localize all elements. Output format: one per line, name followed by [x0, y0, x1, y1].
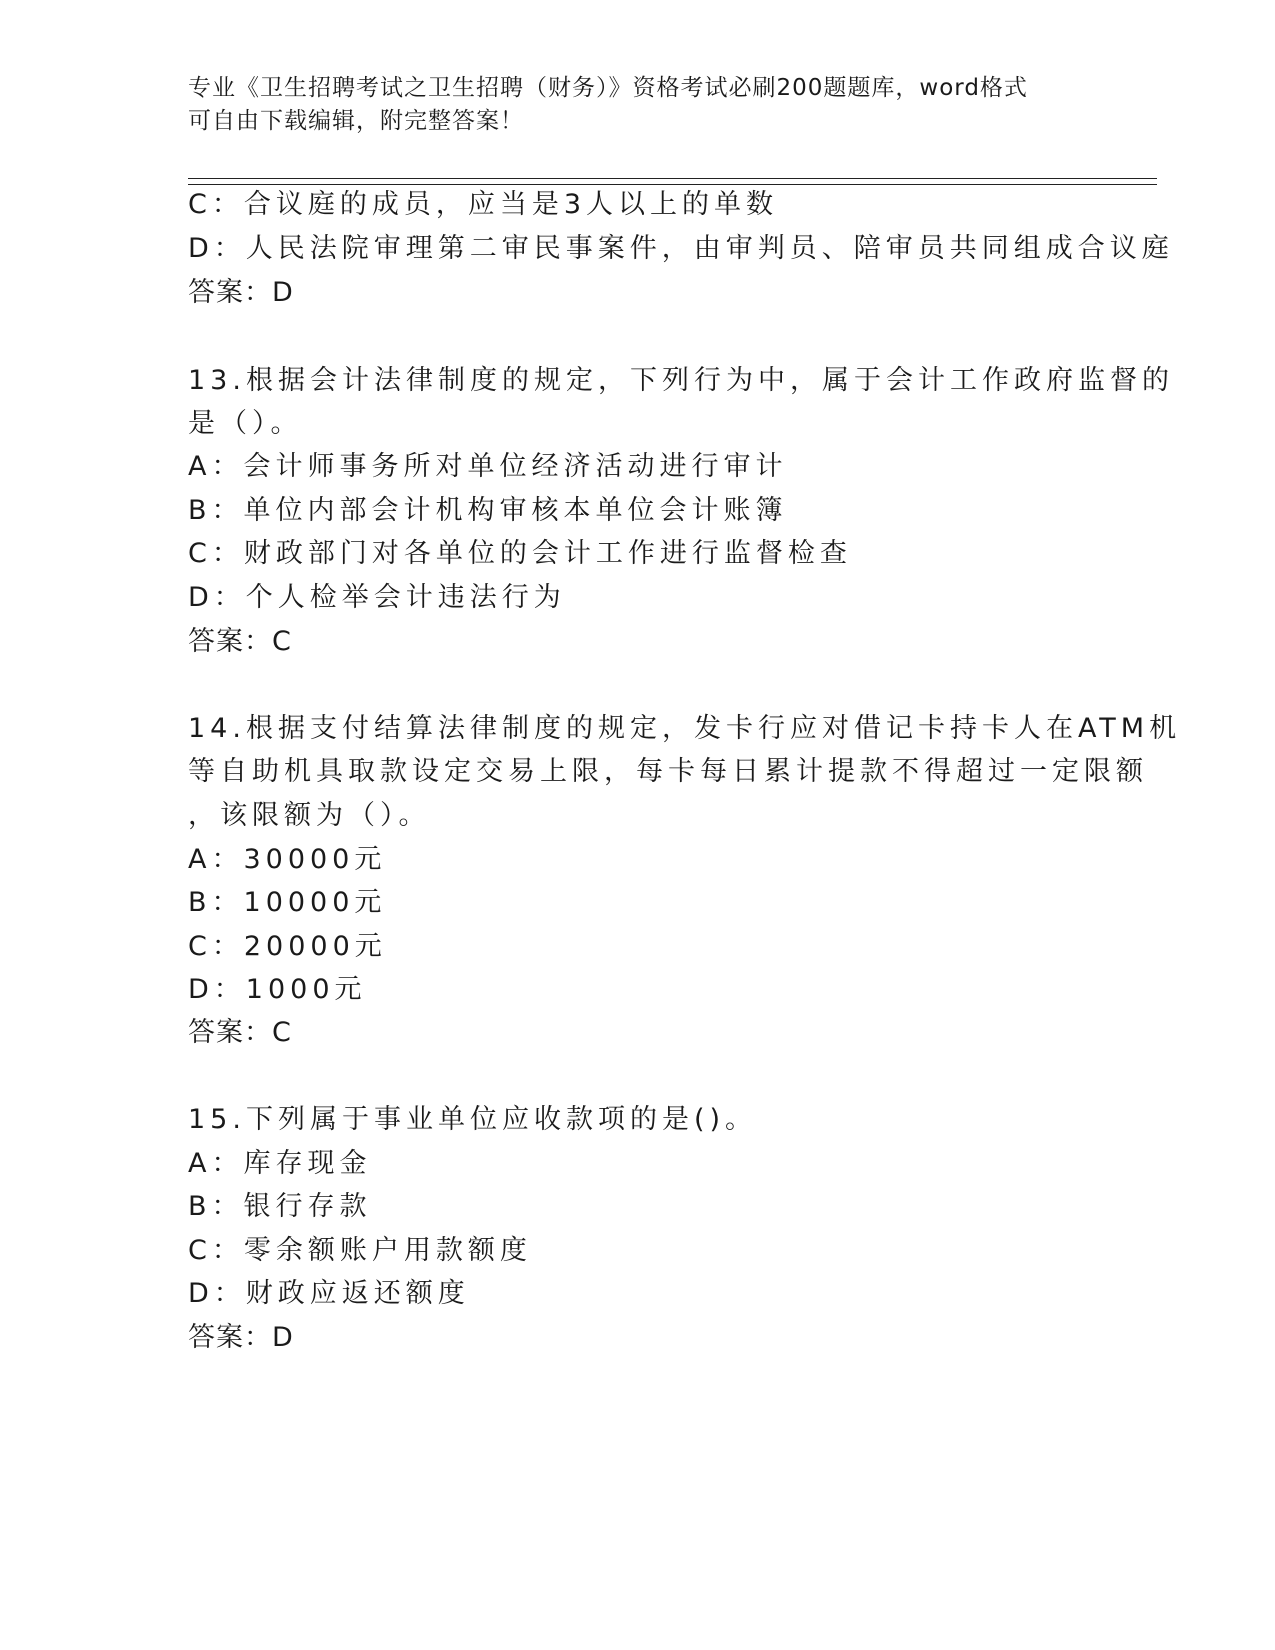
- q14-option-c: C：20000元: [188, 931, 387, 962]
- header-line-2: 可自由下载编辑，附完整答案！: [188, 108, 524, 134]
- q15-stem-line-1: 15.下列属于事业单位应收款项的是()。: [188, 1104, 758, 1135]
- q13-answer: 答案：C: [188, 626, 292, 657]
- q12-option-c: C：合议庭的成员，应当是3人以上的单数: [188, 189, 779, 220]
- q15-option-b: B：银行存款: [188, 1191, 372, 1222]
- q15-option-c: C：零余额账户用款额度: [188, 1235, 532, 1266]
- q13-stem-line-2: 是（）。: [188, 408, 303, 439]
- q13-option-c: C：财政部门对各单位的会计工作进行监督检查: [188, 538, 852, 569]
- page-header: [188, 72, 1088, 138]
- header-divider-bottom: [188, 184, 1157, 185]
- q14-stem-line-3: ，该限额为（）。: [188, 800, 431, 831]
- q15-option-d: D：财政应返还额度: [188, 1278, 470, 1309]
- q13-option-b: B：单位内部会计机构审核本单位会计账簿: [188, 495, 788, 526]
- q13-stem-line-1: 13.根据会计法律制度的规定，下列行为中，属于会计工作政府监督的: [188, 365, 1174, 396]
- q14-option-b: B：10000元: [188, 887, 387, 918]
- header-divider-top: [188, 178, 1157, 179]
- q14-answer: 答案：C: [188, 1017, 292, 1048]
- q14-option-a: A：30000元: [188, 844, 387, 875]
- q12-answer: 答案：D: [188, 277, 294, 308]
- q15-option-a: A：库存现金: [188, 1148, 372, 1179]
- q13-option-d: D：个人检举会计违法行为: [188, 582, 566, 613]
- header-line-1: 专业《卫生招聘考试之卫生招聘（财务）》资格考试必刷200题题库，word格式: [188, 75, 1028, 101]
- q14-option-d: D：1000元: [188, 974, 367, 1005]
- q12-option-d: D：人民法院审理第二审民事案件，由审判员、陪审员共同组成合议庭: [188, 233, 1174, 264]
- q14-stem-line-1: 14.根据支付结算法律制度的规定，发卡行应对借记卡持卡人在ATM机: [188, 713, 1182, 744]
- q13-option-a: A：会计师事务所对单位经济活动进行审计: [188, 451, 788, 482]
- q15-answer: 答案：D: [188, 1322, 294, 1353]
- q14-stem-line-2: 等自助机具取款设定交易上限，每卡每日累计提款不得超过一定限额: [188, 756, 1148, 787]
